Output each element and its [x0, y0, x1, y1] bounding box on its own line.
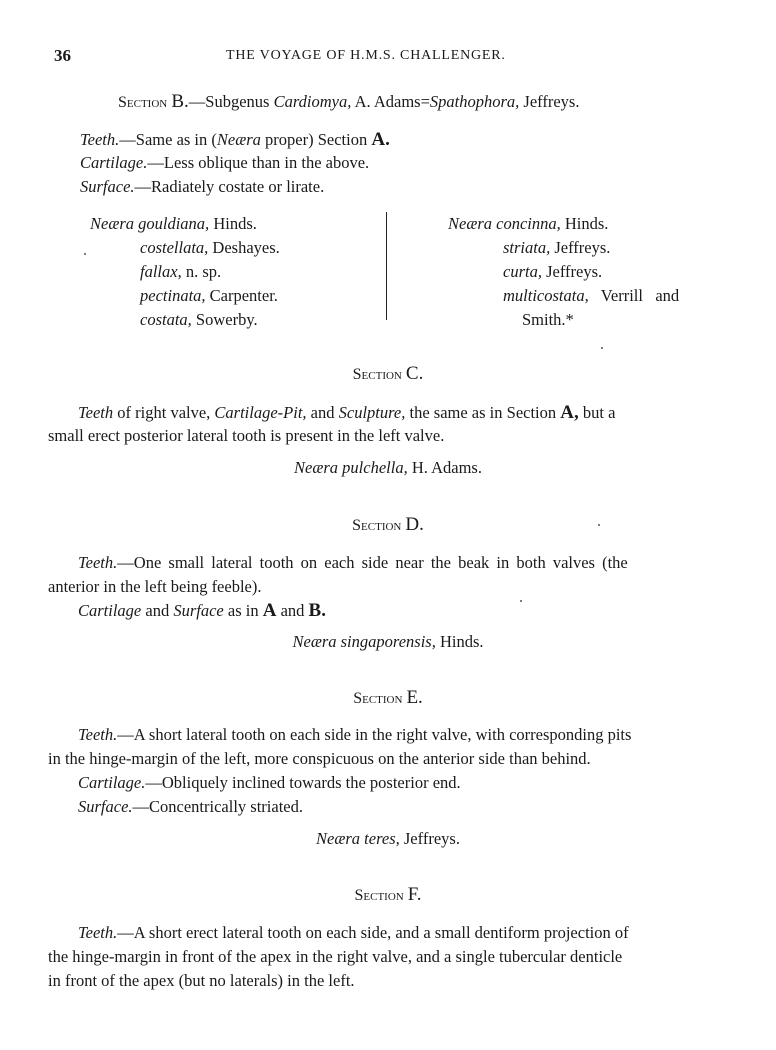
section-c-line-2: small erect posterior lateral tooth is present in the left valve. — [48, 426, 445, 445]
text: as in — [223, 601, 263, 620]
species-author: Verrill and — [588, 286, 680, 305]
surface-text: —Radiately costate or lirate. — [134, 177, 325, 196]
species-left-2 — [140, 238, 280, 258]
species-left-5 — [140, 310, 258, 330]
section-e-line-3 — [78, 773, 461, 793]
species-name: Neæra concinna, — [448, 214, 561, 233]
teeth-label: Teeth. — [80, 130, 120, 149]
section-letter-ref: A — [262, 600, 277, 621]
species-author: Deshayes. — [208, 238, 280, 257]
section-b-heading — [118, 91, 579, 113]
cartilage-label: Cartilage. — [80, 153, 148, 172]
surface-label: Surface. — [80, 177, 135, 196]
section-f-line-3: in front of the apex (but no laterals) in the left. — [48, 971, 355, 990]
equals-sign: = — [420, 92, 430, 111]
teeth-text-a: —Same as in ( — [119, 130, 217, 149]
column-divider — [386, 212, 387, 320]
section-letter: B. — [171, 91, 189, 112]
section-letter: E. — [406, 687, 423, 708]
text: —Obliquely inclined towards the posterior end. — [145, 773, 461, 792]
cartilage-label: Cartilage. — [78, 773, 146, 792]
text: —One small lateral tooth on each side near the beak in both valves (the — [117, 553, 628, 572]
section-b-cartilage — [80, 153, 369, 173]
species-name: curta, — [503, 262, 542, 281]
section-letter-ref: B. — [308, 600, 326, 621]
species-left-4 — [140, 286, 278, 306]
section-label: Section — [352, 366, 402, 383]
section-b-teeth — [80, 129, 390, 151]
teeth-label: Teeth. — [78, 553, 118, 572]
subgenus-author: A. Adams — [354, 92, 421, 111]
teeth-text-b: proper) Section — [260, 130, 372, 149]
subgenus-name: Cardiomya, — [273, 92, 352, 111]
section-e-line-4 — [78, 797, 303, 817]
teeth-label: Teeth. — [78, 923, 118, 942]
section-b-surface — [80, 177, 324, 197]
species-author: Jeffreys. — [541, 262, 603, 281]
cartilage-pit-label: Cartilage-Pit, — [214, 403, 307, 422]
speck — [601, 347, 603, 349]
species-name: fallax, — [140, 262, 182, 281]
species-name: Neæra gouldiana, — [90, 214, 210, 233]
synonym-author: Jeffreys. — [523, 92, 580, 111]
species-name: Neæra pulchella, — [294, 458, 408, 477]
section-letter-ref: A, — [560, 402, 579, 423]
teeth-label: Teeth. — [78, 725, 118, 744]
species-author: Hinds. — [209, 214, 257, 233]
section-e-line-1 — [78, 725, 631, 745]
cartilage-label: Cartilage — [78, 601, 142, 620]
species-name: costata, — [140, 310, 192, 329]
species-right-4 — [503, 286, 679, 306]
species-author: Carpenter. — [205, 286, 278, 305]
section-label: Section — [352, 517, 402, 534]
teeth-genus: Neæra — [216, 130, 261, 149]
species-name: Neæra teres, — [316, 829, 400, 848]
teeth-label: Teeth — [78, 403, 114, 422]
text: —A short lateral tooth on each side in the right valve, with corresponding pits — [117, 725, 632, 744]
text: —A short erect lateral tooth on each side, and a small dentiform projection of — [117, 923, 629, 942]
species-right-5 — [522, 310, 574, 330]
sculpture-label: Sculpture, — [338, 403, 406, 422]
species-name: Neæra singaporensis, — [292, 632, 436, 651]
species-name: costellata, — [140, 238, 209, 257]
species-author: n. sp. — [181, 262, 222, 281]
text: and — [306, 403, 339, 422]
section-letter: F. — [407, 884, 422, 905]
species-author: Jeffreys. — [550, 238, 611, 257]
section-d-line-3 — [78, 600, 326, 622]
species-author: Hinds. — [435, 632, 484, 651]
section-e-heading — [0, 687, 776, 709]
section-e-species — [0, 829, 776, 849]
species-author: Jeffreys. — [399, 829, 460, 848]
section-f-heading — [0, 884, 776, 906]
section-e-line-2: in the hinge-margin of the left, more conspicuous on the anterior side than behind. — [48, 749, 591, 768]
species-right-2 — [503, 238, 610, 258]
text: of right valve, — [113, 403, 215, 422]
species-name: striata, — [503, 238, 551, 257]
text: the same as in Section — [405, 403, 561, 422]
species-author: Sowerby. — [191, 310, 258, 329]
section-label: Section — [118, 94, 168, 111]
section-c-heading — [0, 363, 776, 385]
page-number: 36 — [54, 46, 71, 65]
section-f-line-1 — [78, 923, 629, 943]
species-author: Hinds. — [560, 214, 609, 233]
species-left-3 — [140, 262, 221, 282]
species-name: multicostata, — [503, 286, 589, 305]
heading-subgenus-prefix: —Subgenus — [188, 92, 270, 111]
species-left-1 — [90, 214, 257, 234]
section-c-line-1 — [78, 402, 615, 424]
text: but a — [578, 403, 616, 422]
section-d-line-2: anterior in the left being feeble). — [48, 577, 262, 596]
section-d-species — [0, 632, 776, 652]
species-author: Smith.* — [522, 310, 574, 329]
section-letter: C. — [405, 363, 424, 384]
speck — [84, 253, 86, 255]
text: —Concentrically striated. — [132, 797, 303, 816]
section-d-line-1 — [78, 553, 628, 573]
speck — [598, 524, 600, 526]
text: and — [141, 601, 174, 620]
surface-label: Surface. — [78, 797, 133, 816]
synonym-name: Spathophora, — [429, 92, 520, 111]
teeth-letter: A. — [371, 129, 390, 150]
section-d-heading — [0, 514, 776, 536]
section-label: Section — [354, 887, 404, 904]
speck — [520, 600, 522, 602]
section-c-species — [0, 458, 776, 478]
section-letter: D. — [405, 514, 424, 535]
surface-label: Surface — [173, 601, 224, 620]
cartilage-text: —Less oblique than in the above. — [147, 153, 370, 172]
species-name: pectinata, — [140, 286, 206, 305]
section-label: Section — [353, 690, 403, 707]
species-right-1 — [448, 214, 608, 234]
species-right-3 — [503, 262, 602, 282]
text: and — [276, 601, 309, 620]
species-author: H. Adams. — [407, 458, 482, 477]
running-head: THE VOYAGE OF H.M.S. CHALLENGER. — [226, 48, 506, 63]
section-f-line-2: the hinge-margin in front of the apex in the right valve, and a single tubercular denticle — [48, 947, 623, 966]
